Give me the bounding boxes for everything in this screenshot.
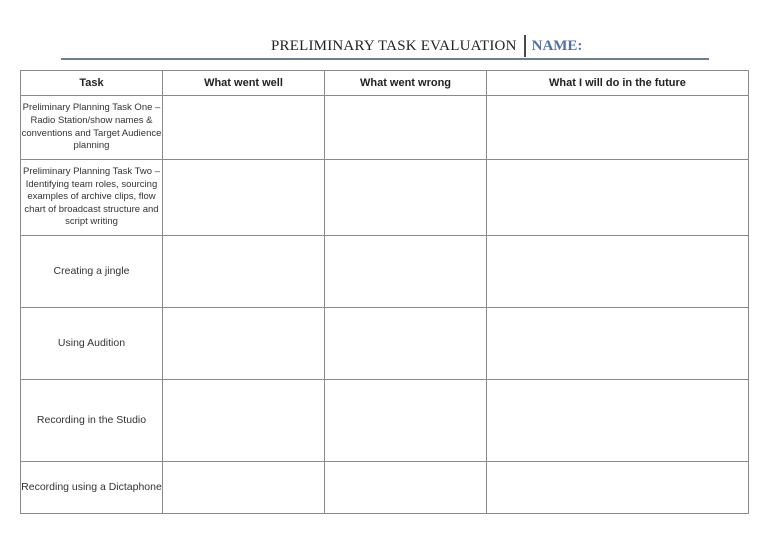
name-label: NAME: [531, 37, 583, 54]
task-cell: Preliminary Planning Task One – Radio Station/show names & conventions and Target Audience planning [21, 96, 163, 160]
evaluation-table [20, 70, 749, 514]
task-cell: Using Audition [21, 308, 163, 380]
table-row [21, 462, 749, 514]
column-header-went-well: What went well [163, 71, 325, 96]
column-header-task: Task [21, 71, 163, 96]
went-wrong-cell[interactable] [325, 380, 487, 462]
went-wrong-cell[interactable] [325, 160, 487, 236]
went-well-cell[interactable] [163, 160, 325, 236]
went-wrong-cell[interactable] [325, 308, 487, 380]
table-row [21, 96, 749, 160]
went-wrong-cell[interactable] [325, 462, 487, 514]
went-wrong-cell[interactable] [325, 96, 487, 160]
document-header [271, 36, 582, 56]
future-cell[interactable] [487, 96, 749, 160]
table-row [21, 236, 749, 308]
task-cell: Preliminary Planning Task Two – Identifying team roles, sourcing examples of archive clips, flow chart of broadcast structure and script writing [21, 160, 163, 236]
table-row [21, 308, 749, 380]
document-title: PRELIMINARY TASK EVALUATION [271, 37, 517, 54]
future-cell[interactable] [487, 380, 749, 462]
task-cell: Recording using a Dictaphone [21, 462, 163, 514]
title-separator [524, 35, 526, 57]
header-rule [61, 58, 709, 60]
went-well-cell[interactable] [163, 308, 325, 380]
table-header-row [21, 71, 749, 96]
task-cell: Creating a jingle [21, 236, 163, 308]
future-cell[interactable] [487, 160, 749, 236]
table-row [21, 380, 749, 462]
went-well-cell[interactable] [163, 462, 325, 514]
future-cell[interactable] [487, 308, 749, 380]
task-cell: Recording in the Studio [21, 380, 163, 462]
table-row [21, 160, 749, 236]
future-cell[interactable] [487, 236, 749, 308]
column-header-future: What I will do in the future [487, 71, 749, 96]
went-well-cell[interactable] [163, 236, 325, 308]
went-well-cell[interactable] [163, 380, 325, 462]
future-cell[interactable] [487, 462, 749, 514]
went-well-cell[interactable] [163, 96, 325, 160]
went-wrong-cell[interactable] [325, 236, 487, 308]
column-header-went-wrong: What went wrong [325, 71, 487, 96]
